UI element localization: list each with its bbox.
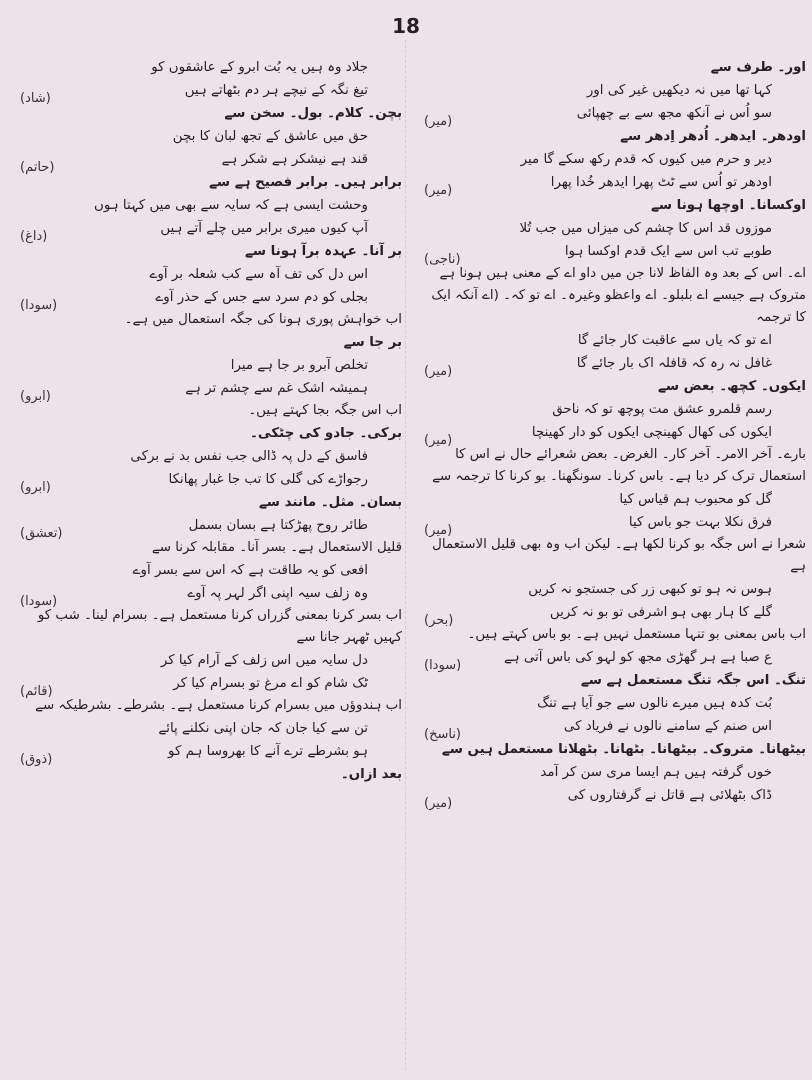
poet-name: (سودا) xyxy=(424,658,462,673)
verse-line xyxy=(16,377,402,404)
verse-line xyxy=(420,578,806,601)
entry-heading xyxy=(16,102,402,125)
column-gutter xyxy=(405,40,406,1070)
verse-line xyxy=(16,217,402,244)
line-text: بجلی کو دم سرد سے جس کے حذر آوے xyxy=(155,290,368,305)
verse-line xyxy=(420,79,806,102)
verse-line xyxy=(420,398,806,421)
left-column xyxy=(16,56,402,1066)
poet-name: (ابرو) xyxy=(20,480,51,495)
line-text: ہمیشہ اشک غم سے چشم تر ہے xyxy=(185,381,368,396)
prose-paragraph xyxy=(16,695,402,717)
poet-name: (میر) xyxy=(424,523,453,538)
page-number: 18 xyxy=(392,14,420,38)
line-text: موزوں قد اس کا چشم کی میزاں میں جب تُلا xyxy=(519,221,772,236)
verse-line xyxy=(420,148,806,171)
line-text: تن سے کیا جان کہ جان اپنی نکلنے پائے xyxy=(158,721,368,736)
poet-name: (میر) xyxy=(424,433,453,448)
verse-line xyxy=(16,582,402,609)
verse-line xyxy=(420,329,806,352)
prose-paragraph xyxy=(420,624,806,646)
entry-heading xyxy=(420,375,806,398)
entry-heading xyxy=(420,669,806,692)
line-text: حق میں عاشق کے تجھ لبان کا بچن xyxy=(172,129,368,144)
line-text: ایکوں۔ کچھ۔ بعض سے xyxy=(658,379,806,394)
line-text: بر آنا۔ عہدہ برآ ہونا سے xyxy=(245,244,402,259)
line-text: بارے۔ آخر الامر۔ آخر کار۔ الغرض۔ بعض شعرائے حال نے اس کا استعمال ترک کر دیا ہے۔ باس کرنا۔ سونگھنا۔ بو کرنا کا ترجمہ سے xyxy=(432,447,806,484)
line-text: کہا تھا میں نہ دیکھیں غیر کی اور xyxy=(586,83,772,98)
verse-line xyxy=(420,421,806,448)
line-text: اس صنم کے سامنے نالوں نے فریاد کی xyxy=(563,719,772,734)
line-text: بعد ازاں۔ xyxy=(340,767,402,782)
line-text: بر جا سے xyxy=(343,335,402,350)
prose-paragraph xyxy=(420,263,806,329)
line-text: اب باس بمعنی بو تنہا مستعمل نہیں ہے۔ بو باس کہتے ہیں۔ xyxy=(467,627,806,642)
line-text: طوبے تب اس سے ایک قدم اوکسا ہوا xyxy=(564,244,772,259)
poet-name: (ناجی) xyxy=(424,252,461,267)
verse-line xyxy=(420,240,806,267)
prose-paragraph xyxy=(420,534,806,578)
verse-line xyxy=(16,286,402,313)
line-text: گلے کا ہار بھی ہو اشرفی تو بو نہ کریں xyxy=(549,605,772,620)
entry-heading xyxy=(16,422,402,445)
entry-heading xyxy=(420,125,806,148)
verse-line xyxy=(420,102,806,129)
poet-name: (قائم) xyxy=(20,684,53,699)
verse-line xyxy=(16,672,402,699)
poet-name: (داغ) xyxy=(20,229,48,244)
entry-heading xyxy=(16,240,402,263)
prose-paragraph xyxy=(16,309,402,331)
line-text: وہ زلف سیہ اپنی اگر لہر پہ آوے xyxy=(187,586,368,601)
poet-name: (میر) xyxy=(424,183,453,198)
line-text: ہوس نہ ہو تو کبھی زر کی جستجو نہ کریں xyxy=(528,582,772,597)
verse-line xyxy=(420,715,806,742)
verse-line xyxy=(420,511,806,538)
line-text: ہو بشرطے ترے آنے کا بھروسا ہم کو xyxy=(168,744,368,759)
line-text: برابر ہیں۔ برابر فصیح ہے سے xyxy=(209,175,402,190)
line-text: غافل نہ رہ کہ قافلہ اک بار جائے گا xyxy=(576,356,772,371)
line-text: دل سایہ میں اس زلف کے آرام کیا کر xyxy=(160,653,368,668)
poet-name: (ناسخ) xyxy=(424,727,462,742)
verse-line xyxy=(16,445,402,468)
verse-line xyxy=(16,740,402,767)
verse-line xyxy=(16,514,402,541)
verse-line xyxy=(16,148,402,175)
line-text: اس دل کی تف آہ سے کب شعلہ بر آوے xyxy=(149,267,368,282)
poet-name: (میر) xyxy=(424,114,453,129)
verse-line xyxy=(420,761,806,784)
line-text: گل کو محبوب ہم قیاس کیا xyxy=(619,492,772,507)
line-text: بُت کدہ ہیں میرے نالوں سے جو آیا ہے تنگ xyxy=(537,696,772,711)
line-text: قلیل الاستعمال ہے۔ بسر آنا۔ مقابلہ کرنا سے xyxy=(151,540,402,555)
line-text: شعرا نے اس جگہ بو کرنا لکھا ہے۔ لیکن اب وہ بھی قلیل الاستعمال ہے xyxy=(432,537,806,574)
entry-heading xyxy=(16,763,402,786)
line-text: برکی۔ جادو کی چٹکی۔ xyxy=(249,426,402,441)
entry-heading xyxy=(420,56,806,79)
entry-heading xyxy=(420,194,806,217)
line-text: رجواڑے کی گلی کا تب جا غبار پھانکا xyxy=(168,472,368,487)
prose-paragraph xyxy=(16,537,402,559)
verse-line xyxy=(16,649,402,672)
line-text: اب ہندوؤں میں بسرام کرنا مستعمل ہے۔ بشرطے۔ بشرطیکہ سے xyxy=(35,698,402,713)
line-text: ڈاک بٹھلائی ہے قاتل نے گرفتاروں کی xyxy=(567,788,772,803)
poet-name: (میر) xyxy=(424,796,453,811)
line-text: فاسق کے دل پہ ڈالی جب نفس بد نے برکی xyxy=(130,449,368,464)
right-column xyxy=(420,56,806,1066)
entry-heading xyxy=(420,738,806,761)
line-text: اوکسانا۔ اوچھا ہونا سے xyxy=(651,198,806,213)
poet-name: (ابرو) xyxy=(20,389,51,404)
line-text: وحشت ایسی ہے کہ سایہ سے بھی میں کہتا ہوں xyxy=(94,198,368,213)
verse-line xyxy=(420,784,806,811)
line-text: تخلص آبرو بر جا ہے میرا xyxy=(230,358,368,373)
poet-name: (شاد) xyxy=(20,91,51,106)
line-text: آپ کیوں میری برابر میں چلے آتے ہیں xyxy=(160,221,368,236)
entry-heading xyxy=(16,331,402,354)
line-text: افعی کو یہ طاقت ہے کہ اس سے بسر آوے xyxy=(132,563,368,578)
line-text: خوں گرفتہ ہیں ہم ایسا مری سن کر آمد xyxy=(540,765,772,780)
line-text: فرق نکلا بہت جو باس کیا xyxy=(628,515,772,530)
prose-paragraph xyxy=(16,605,402,649)
verse-line xyxy=(16,194,402,217)
line-text: اب بسر کرنا بمعنی گزراں کرنا مستعمل ہے۔ بسرام لینا۔ شب کو کہیں ٹھہر جانا سے xyxy=(37,608,402,645)
line-text: ایکوں کی کھال کھینچی ایکوں کو دار کھینچا xyxy=(531,425,772,440)
line-text: اب اس جگہ بجا کہتے ہیں۔ xyxy=(248,403,402,418)
verse-line xyxy=(16,263,402,286)
verse-line xyxy=(420,171,806,198)
line-text: تیغ نگہ کے نیچے ہر دم بٹھاتے ہیں xyxy=(184,83,368,98)
entry-heading xyxy=(16,491,402,514)
line-text: بچن۔ کلام۔ بول۔ سخن سے xyxy=(224,106,402,121)
verse-line xyxy=(16,56,402,79)
line-text: سو اُس نے آنکھ مجھ سے بے چھپائی xyxy=(576,106,772,121)
line-text: اب خواہش پوری ہونا کی جگہ استعمال میں ہے۔ xyxy=(124,312,402,327)
entry-heading xyxy=(16,171,402,194)
verse-line xyxy=(420,352,806,379)
verse-line xyxy=(420,692,806,715)
poet-name: (حاتم) xyxy=(20,160,55,175)
line-text: بسان۔ مثل۔ مانند سے xyxy=(258,495,402,510)
line-text: اے تو کہ یاں سے عاقبت کار جائے گا xyxy=(577,333,772,348)
line-text: اودھر تو اُس سے ٹٹ پھرا ایدھر خُدا پھرا xyxy=(550,175,772,190)
poet-name: (میر) xyxy=(424,364,453,379)
poet-name: (سودا) xyxy=(20,298,58,313)
line-text: رسم قلمرو عشق مت پوچھ تو کہ ناحق xyxy=(552,402,772,417)
line-text: اے۔ اس کے بعد وہ الفاظ لانا جن میں داو اے کے معنی ہیں ہونا ہے متروک ہے جیسے اے بلبلو۔ اے واعظو وغیرہ۔ اے تو کہ۔ (اے آنکہ ایک کا ترجمہ xyxy=(431,266,806,325)
verse-line xyxy=(16,125,402,148)
poet-name: (سودا) xyxy=(20,594,58,609)
line-text: طائر روح پھڑکتا ہے بسان بسمل xyxy=(188,518,368,533)
verse-line xyxy=(420,488,806,511)
line-text: اودھر۔ ایدھر۔ اُدھر اِدھر سے xyxy=(620,129,806,144)
verse-line xyxy=(420,601,806,628)
verse-line xyxy=(16,79,402,106)
prose-paragraph xyxy=(16,400,402,422)
verse-line xyxy=(420,646,806,673)
poet-name: (تعشق) xyxy=(20,526,63,541)
line-text: تنگ۔ اس جگہ تنگ مستعمل ہے سے xyxy=(580,673,806,688)
verse-line xyxy=(16,717,402,740)
line-text: ع صبا ہے ہر گھڑی مجھ کو لہو کی باس آتی ہے xyxy=(503,650,772,665)
poet-name: (ذوق) xyxy=(20,752,53,767)
prose-paragraph xyxy=(420,444,806,488)
poet-name: (بحر) xyxy=(424,613,454,628)
line-text: جلاد وہ ہیں یہ بُت ابرو کے عاشقوں کو xyxy=(151,60,368,75)
verse-line xyxy=(16,354,402,377)
verse-line xyxy=(16,559,402,582)
line-text: اور۔ طرف سے xyxy=(710,60,806,75)
line-text: ٹک شام کو اے مرغ تو بسرام کیا کر xyxy=(173,676,368,691)
line-text: بیٹھانا۔ متروک۔ بیٹھانا۔ بٹھانا۔ بٹھلانا مستعمل ہیں سے xyxy=(441,742,806,757)
line-text: دیر و حرم میں کیوں کہ قدم رکھ سکے گا میر xyxy=(520,152,772,167)
verse-line xyxy=(16,468,402,495)
verse-line xyxy=(420,217,806,240)
line-text: قند ہے نیشکر ہے شکر ہے xyxy=(221,152,368,167)
